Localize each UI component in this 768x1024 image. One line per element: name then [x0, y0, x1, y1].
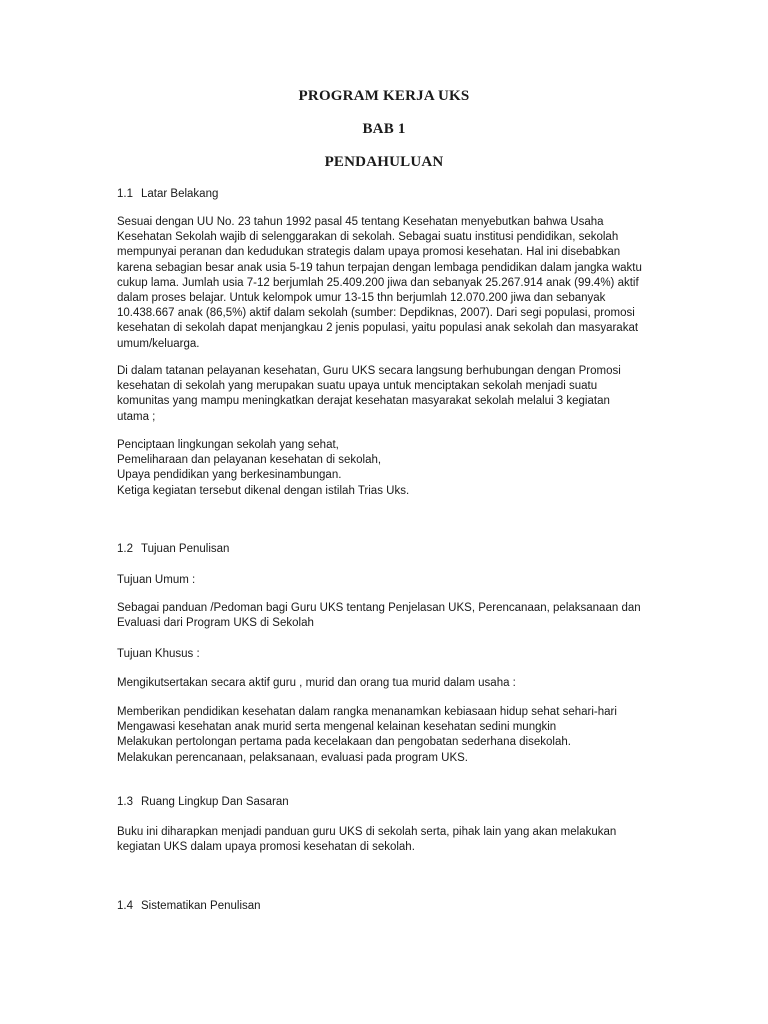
- chapter-number: BAB 1: [362, 121, 406, 137]
- paragraph-line: umum/keluarga.: [117, 337, 200, 350]
- section-heading-1-4: [117, 900, 261, 912]
- list-item: Memberikan pendidikan kesehatan dalam rangka menanamkan kebiasaan hidup sehat sehari-hari: [117, 706, 617, 718]
- list-item: Ketiga kegiatan tersebut dikenal dengan istilah Trias Uks.: [117, 484, 410, 497]
- section-heading-1-1: [117, 188, 218, 200]
- paragraph-line: kesehatan di sekolah dapat menjangkau 2 jenis populasi, yaitu populasi anak sekolah dan masyarakat: [117, 322, 639, 335]
- list-item: Penciptaan lingkungan sekolah yang sehat,: [117, 439, 339, 451]
- paragraph-ruang-lingkup: [117, 825, 657, 855]
- paragraph-line: kegiatan UKS dalam upaya promosi kesehatan di sekolah.: [117, 841, 415, 854]
- section-heading-1-2: [117, 543, 229, 555]
- list-item: Upaya pendidikan yang berkesinambungan.: [117, 469, 342, 482]
- specific-goal-list: [117, 705, 657, 766]
- list-item: Pemeliharaan dan pelayanan kesehatan di sekolah,: [117, 454, 382, 467]
- paragraph-line: Evaluasi dari Program UKS di Sekolah: [117, 617, 314, 630]
- section-title: Tujuan Penulisan: [141, 543, 230, 555]
- paragraph-line: kesehatan di sekolah yang merupakan suatu upaya untuk menciptakan sekolah menjadi suatu: [117, 380, 598, 393]
- paragraph-line: Di dalam tatanan pelayanan kesehatan, Guru UKS secara langsung berhubungan dengan Promosi: [117, 365, 621, 377]
- paragraph-latar-belakang-1: [117, 215, 657, 352]
- paragraph-line: Kesehatan Sekolah wajib di selenggarakan di sekolah. Sebagai suatu institusi pendidikan, sekolah: [117, 231, 619, 244]
- chapter-title: PENDAHULUAN: [324, 154, 444, 170]
- section-number: 1.2: [117, 543, 133, 555]
- paragraph-line: komunitas yang mampu meningkatkan derajat kesehatan masyarakat sekolah melalui 3 kegiatan: [117, 395, 610, 408]
- label-text: Tujuan Khusus :: [117, 648, 200, 660]
- section-title: Sistematikan Penulisan: [141, 900, 261, 912]
- paragraph-line: 10.438.667 anak (86,5%) aktif dalam sekolah (sumber: Depdiknas, 2007). Dari segi populasi, promosi: [117, 307, 635, 320]
- list-item: Melakukan perencanaan, pelaksanaan, evaluasi pada program UKS.: [117, 751, 468, 764]
- paragraph-line: Sebagai panduan /Pedoman bagi Guru UKS tentang Penjelasan UKS, Perencanaan, pelaksanaan dan: [117, 602, 641, 614]
- paragraph-line: Mengikutsertakan secara aktif guru , murid dan orang tua murid dalam usaha :: [117, 677, 516, 689]
- general-goal-text: [117, 601, 657, 631]
- list-item: Melakukan pertolongan pertama pada kecelakaan dan pengobatan sederhana disekolah.: [117, 736, 571, 749]
- section-number: 1.3: [117, 796, 133, 808]
- paragraph-line: cukup lama. Jumlah usia 7-12 berjumlah 25.409.200 jiwa dan sebanyak 25.267.914 anak (99.4%) aktif: [117, 276, 639, 289]
- paragraph-line: karena sebagian besar anak usia 5-19 tahun terpajan dengan lembaga pendidikan dalam jangka waktu: [117, 261, 642, 274]
- paragraph-line: Buku ini diharapkan menjadi panduan guru UKS di sekolah serta, pihak lain yang akan melakukan: [117, 826, 617, 838]
- paragraph-latar-belakang-2: [117, 364, 657, 425]
- specific-goal-label: [117, 647, 657, 662]
- paragraph-line: Sesuai dengan UU No. 23 tahun 1992 pasal 45 tentang Kesehatan menyebutkan bahwa Usaha: [117, 216, 604, 228]
- paragraph-line: mempunyai peranan dan kedudukan strategis dalam upaya promosi kesehatan. Hal ini disebabkan: [117, 246, 621, 259]
- specific-goal-intro: [117, 676, 657, 691]
- paragraph-line: utama ;: [117, 410, 156, 423]
- section-number: 1.1: [117, 188, 133, 200]
- label-text: Tujuan Umum :: [117, 574, 196, 586]
- trias-uks-list: [117, 438, 657, 499]
- list-item: Mengawasi kesehatan anak murid serta mengenal kelainan kesehatan sedini mungkin: [117, 721, 557, 734]
- paragraph-line: dalam proses belajar. Untuk kelompok umur 13-15 thn berjumlah 12.070.200 jiwa dan sebanyak: [117, 292, 606, 305]
- general-goal-label: [117, 573, 657, 588]
- document-title: PROGRAM KERJA UKS: [298, 88, 470, 104]
- section-title: Latar Belakang: [141, 188, 219, 200]
- section-title: Ruang Lingkup Dan Sasaran: [141, 796, 289, 808]
- section-heading-1-3: [117, 796, 289, 808]
- section-number: 1.4: [117, 900, 133, 912]
